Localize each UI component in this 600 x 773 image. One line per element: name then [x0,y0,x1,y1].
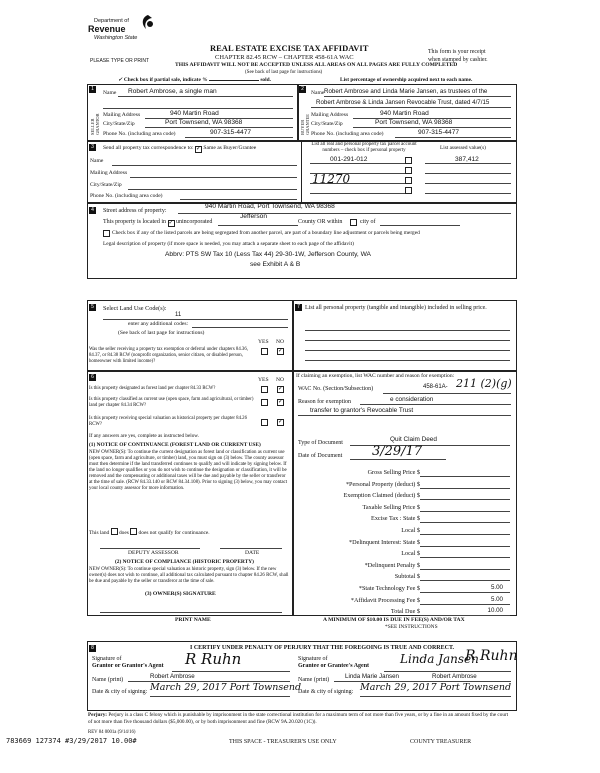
assessed-value[interactable]: 387,412 [455,156,479,163]
wac-label: WAC No. (Section/Subsection) [298,386,374,392]
grantor-date-city[interactable]: March 29, 2017 Port Townsend [150,682,302,693]
grantor-print-name[interactable]: Robert Ambrose [150,673,195,680]
parcel-header: List all real and personal property tax parcel account numbers – check box if personal property [311,142,417,153]
forest-q3: Is this property receiving special valuation as historical property per chapter 84.26 RCW? [89,416,247,427]
form-warning: THIS AFFIDAVIT WILL NOT BE ACCEPTED UNLESS ALL AREAS ON ALL PAGES ARE FULLY COMPLETED [175,62,458,68]
tax-row-value[interactable]: 5.00 [490,584,503,591]
owner-signature-label: (3) OWNER(S) SIGNATURE [145,591,216,597]
buyer-name-2[interactable]: Robert Ambrose & Linda Jansen Revocable Trust, dated 4/7/15 [316,99,490,106]
segregated-checkbox[interactable] [103,230,110,237]
county-treasurer: COUNTY TREASURER [410,739,472,745]
does-not-label: does not qualify for continuance. [138,530,210,536]
forest-q1: Is this property designated as forest land per chapter 84.33 RCW? [89,386,216,391]
buyer-name[interactable]: Robert Ambrose and Linda Marie Jansen, as trustees of the [324,88,488,95]
grantor-sig-label-1: Signature of [92,656,122,662]
forest-no: NO [276,377,285,383]
seller-phone[interactable]: 907-315-4477 [210,129,252,136]
correspondence-text [103,145,256,152]
corr-name-label: Name [90,158,104,164]
doc-date-label: Date of Document [298,453,343,459]
legal-description-2[interactable]: see Exhibit A & B [250,261,301,268]
grantee-date-city[interactable]: March 29, 2017 Port Townsend [360,682,512,693]
land-use-see-back: (See back of last page for instructions) [118,330,205,336]
located-in-label: This property is located in [103,219,166,225]
tax-row-label: Taxable Selling Price $ [362,503,420,511]
perjury-notice [88,712,513,725]
section-7-num: 7 [295,304,302,311]
same-as-label: Same as Buyer/Grantee [203,145,257,151]
grantee-print-name[interactable]: Linda Marie Jansen [345,673,400,680]
tax-row-label: Exemption Claimed (deduct) $ [343,492,420,500]
forest-q2-no[interactable]: ✓ [278,399,284,405]
corr-phone-label: Phone No. (including area code) [90,193,163,199]
buyer-city-label: City/State/Zip [311,121,343,127]
wac-number[interactable]: 458-61A- [423,384,448,390]
assessed-header: List assessed value(s) [440,145,486,151]
form-chapter: CHAPTER 82.45 RCW – CHAPTER 458-61A WAC [215,54,354,61]
tax-row-value[interactable]: 5.00 [490,595,503,603]
reason-value-2[interactable]: transfer to grantor's Revocable Trust [310,407,414,414]
deputy-date-label: DATE [245,550,260,556]
this-land-label: This land [89,530,110,536]
forest-q3-yes[interactable] [261,419,268,426]
ownership-note: List percentage of ownership acquired next to each name. [340,77,473,83]
buyer-mailing[interactable]: 940 Martin Road [380,110,429,117]
county-value[interactable]: Jefferson [240,213,268,220]
dept-state: Washington State [94,35,138,41]
personal-prop-checkbox-4[interactable] [405,187,412,194]
forest-yes: YES [258,377,269,383]
section-8-num: 8 [89,645,96,652]
dept-revenue: Revenue [88,24,126,34]
personal-prop-checkbox-3[interactable] [405,177,412,184]
minimum-due: A MINIMUM OF $10.00 IS DUE IN FEE(S) AND/OR TAX [323,617,465,623]
see-instructions: *SEE INSTRUCTIONS [385,624,438,630]
buyer-name-label: Name [311,90,325,96]
land-use-yes: YES [258,339,269,345]
exemption-claim-text: If claiming an exemption, list WAC number and reason for exemption: [296,373,455,379]
tax-row-value[interactable]: 10.00 [487,607,503,615]
seller-city[interactable]: Port Townsend, WA 98368 [165,119,243,126]
within-city-checkbox[interactable] [350,219,357,226]
certify-text: I CERTIFY UNDER PENALTY OF PERJURY THAT THE FOREGOING IS TRUE AND CORRECT. [190,645,455,651]
grantee-print-label: Name (print) [298,677,330,683]
buyer-side-label: BUYER GRANTEE [300,114,310,135]
forest-q1-yes[interactable] [261,386,268,393]
grantee-signature[interactable]: Linda Jansen [400,652,479,666]
buyer-city[interactable]: Port Townsend, WA 98368 [375,119,453,126]
buyer-phone[interactable]: 907-315-4477 [418,129,460,136]
treasurer-stamp: 783669 127374 #3/29/2017 10.00# [6,737,137,745]
notice-2-body: NEW OWNER(S): To continue special valuation as historic property, sign (3) below. If the new owner(s) does not wish to continue, all additional tax calculated pursuant to chapter 84.26 RCW, shall be due and payable by the seller or transferor at the time of sale. [89,567,289,584]
treasurer-space: THIS SPACE - TREASURER'S USE ONLY [229,739,337,745]
forest-q2: Is this property classified as current use (open space, farm and agricultural, or timber) land per chapter 84.34 RCW? [89,397,254,408]
deputy-assessor-label: DEPUTY ASSESSOR [128,550,179,556]
wac-handwritten: 211 (2)(g) [456,377,512,390]
print-name-label: PRINT NAME [175,617,211,623]
exemption-yes-checkbox[interactable] [261,348,268,355]
tax-row-label: Subtotal $ [394,573,420,581]
grantee-date-label: Date & city of signing: [298,689,354,695]
personal-prop-checkbox-2[interactable] [405,167,412,174]
grantee-sig-label-1: Signature of [298,656,328,662]
check-mark-icon: ✓ [118,77,123,83]
this-land-row [89,527,210,536]
same-as-checkbox[interactable]: ✓ [195,146,201,152]
personal-property-text: List all personal property (tangible and intangible) included in selling price. [305,305,487,311]
grantee-signature-2[interactable]: R Ruhn [465,648,518,664]
does-checkbox[interactable] [111,528,118,535]
tax-row-label: *Delinquent Penalty $ [364,561,420,569]
section-2-num: 2 [299,86,306,93]
tax-row-label: *Delinquent Interest: State $ [349,538,420,546]
legal-description-1[interactable]: Abbrv: PTS SW Tax 10 (Less Tax 44) 29-30-1W, Jefferson County, WA [165,251,371,258]
tax-row-label: Total Due $ [390,608,420,616]
doc-type-value[interactable]: Quit Claim Deed [390,436,437,443]
buyer-mailing-label: Mailing Address [311,112,349,118]
seller-city-label: City/State/Zip [103,121,135,127]
partial-sale-row [118,77,271,83]
additional-codes-label: enter any additional codes: [128,321,189,327]
tax-row-label: *Personal Property (deduct) $ [345,480,420,488]
grantor-date-label: Date & city of signing: [92,689,148,695]
forest-q3-no[interactable]: ✓ [278,419,284,425]
city-of-label: city of [360,219,376,225]
dor-logo [88,12,168,52]
partial-sold-label: sold. [260,77,271,83]
land-use-label: Select Land Use Code(s): [103,305,167,312]
segregated-label: Check box if any of the listed parcels are being segregated from another parcel, are part of a boundary line adjustment or parcels being merged [112,230,420,236]
receipt-note-1: This form is your receipt [428,49,486,55]
form-title: REAL ESTATE EXCISE TAX AFFIDAVIT [210,43,369,53]
correspondence-label: Send all property tax correspondence to: [103,145,194,151]
receipt-note-2: when stamped by cashier. [428,57,488,63]
doc-type-label: Type of Document [298,440,343,446]
grantor-signature[interactable]: R Ruhn [185,650,242,668]
seller-phone-label: Phone No. (including area code) [103,131,176,137]
land-use-no: NO [276,339,285,345]
grantee-sig-label-2: Grantee or Grantee's Agent [298,663,370,669]
notice-1-title: (1) NOTICE OF CONTINUANCE (FOREST LAND OR CURRENT USE) [89,442,261,448]
perjury-text: Perjury is a class C felony which is punishable by imprisonment in the state correctional institution for a maximum term of not more than five years, or by a fine in an amount fixed by the court of not more than five thousand dollars ($5,000.00), or by both imprisonment and fine (RCW 9A.20.020 (1C)). [88,712,509,725]
notice-1-body: NEW OWNER(S): To continue the current designation as forest land or classification as current use (open space, farm and agriculture, or timber) land, you must sign on (3) below. The county assessor must then determine if the land transferred continues to qualify and will indicate by signing below. If the land no longer qualifies or you do not wish to continue the designation or classification, it will be removed and the compensating or additional taxes will be due and payable by the seller or transferor at the time of sale. (RCW 84.33.140 or RCW 84.34.108). Prior to signing (3) below, you may contact your local county assessor for more information. [89,450,288,491]
seller-mailing[interactable]: 940 Martin Road [170,110,219,117]
does-not-checkbox[interactable] [130,528,137,535]
county-label: County OR within [298,219,343,225]
tax-row-label: Gross Selling Price $ [367,469,420,476]
seller-name[interactable]: Robert Ambrose, a single man [128,88,217,95]
street-address[interactable]: 940 Martin Road, Port Townsend, WA 98368 [205,203,335,210]
grantor-sig-label-2: Grantor or Grantor's Agent [92,663,164,669]
please-type: PLEASE TYPE OR PRINT [90,58,150,64]
corr-city-label: City/State/Zip [90,182,122,188]
section-1-num: 1 [89,86,96,93]
located-in-row [103,219,212,226]
dor-swoosh-icon [140,14,156,32]
see-last-page: (See back of last page for instructions) [245,70,323,75]
section-3-num: 3 [89,144,96,151]
parcel-number[interactable]: 001-291-012 [330,156,368,163]
corr-mailing-label: Mailing Address [90,170,128,176]
seller-side-label: SELLER GRANTOR [90,113,100,135]
rev-number: REV 84 0001a (9/14/16) [88,730,136,735]
seller-mailing-label: Mailing Address [103,112,141,118]
section-5-num: 5 [89,304,96,311]
buyer-phone-label: Phone No. (including area code) [311,131,384,137]
forest-if-yes: If any answers are yes, complete as instructed below. [89,433,200,439]
grantor-print-label: Name (print) [92,677,124,683]
dept-of: Department of [94,18,129,24]
forest-q1-no[interactable]: ✓ [278,386,284,392]
tax-row-label: Local $ [401,527,420,534]
tax-row-label: Local $ [401,550,420,558]
land-use-q1: Was the seller receiving a property tax exemption or deferral under chapters 84.36, 84.37, or 84.38 RCW (nonprofit organization, senior citizen, or disabled person, homeowner with limited income)? [89,347,248,364]
legal-label: Legal description of property (if more space is needed, you may attach a separate sheet to each page of the affidavit) [103,241,354,247]
partial-sale-label: Check box if partial sale, indicate % [123,77,208,83]
unincorporated-checkbox[interactable]: ✓ [168,220,174,226]
handwritten-number: 11270 [312,172,351,186]
tax-row-label: *Affidavit Processing Fee $ [350,596,420,604]
seller-name-label: Name [103,90,117,96]
land-use-code[interactable]: 11 [175,312,182,318]
tax-row-label: *State Technology Fee $ [358,585,420,592]
street-label: Street address of property: [103,208,167,214]
unincorporated-label: unincorporated [176,219,213,225]
exemption-no-checkbox[interactable]: ✓ [278,348,284,354]
notice-2-title: (2) NOTICE OF COMPLIANCE (HISTORIC PROPERTY) [115,559,254,565]
section-4-num: 4 [89,207,96,214]
personal-prop-checkbox-1[interactable] [405,157,412,164]
reason-label: Reason for exemption [298,399,351,405]
grantee-print-name-2[interactable]: Robert Ambrose [432,673,477,680]
forest-q2-yes[interactable] [261,399,268,406]
doc-date-value[interactable]: 3/29/17 [372,444,423,459]
perjury-title: Perjury: [88,712,108,718]
tax-row-label: Excise Tax : State $ [371,515,420,523]
reason-value[interactable]: e consideration [390,396,434,403]
section-6-num: 6 [89,374,96,381]
does-label: does [118,530,129,536]
